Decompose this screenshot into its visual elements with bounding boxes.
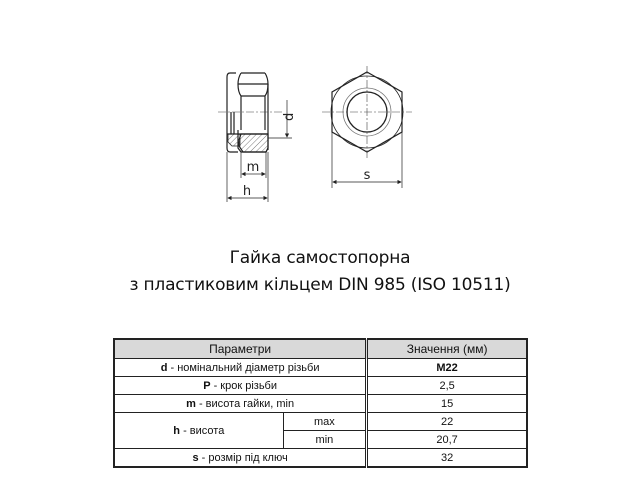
table-row <box>114 377 527 395</box>
dim-label-m: m <box>246 160 260 175</box>
param-desc: - крок різьби <box>210 379 278 392</box>
value-cell: 22 <box>367 413 527 431</box>
sub-label-cell: max <box>283 413 367 431</box>
value-cell <box>367 359 527 377</box>
spec-table <box>113 338 528 468</box>
param-cell <box>114 413 283 449</box>
title-line-2: з пластиковим кільцем DIN 985 (ISO 10511) <box>129 275 511 295</box>
param-cell <box>114 449 367 468</box>
header-parameters: Параметри <box>114 339 367 359</box>
table-row <box>114 449 527 468</box>
param-desc: - розмір під ключ <box>198 451 288 464</box>
table-row <box>114 359 527 377</box>
table-row <box>114 413 527 431</box>
value-cell: 20,7 <box>367 431 527 449</box>
title-line-1: Гайка самостопорна <box>229 248 411 268</box>
nut-technical-drawing <box>0 0 640 230</box>
param-cell <box>114 395 367 413</box>
sub-label-cell: min <box>283 431 367 449</box>
param-desc: - висота гайки, min <box>195 397 295 410</box>
param-desc: - номінальний діаметр різьби <box>167 361 320 374</box>
dim-label-d: d <box>282 112 297 121</box>
param-cell <box>114 377 367 395</box>
param-symbol: m <box>186 397 196 410</box>
value-cell: 32 <box>367 449 527 468</box>
table-row <box>114 395 527 413</box>
value-cell: 15 <box>367 395 527 413</box>
param-symbol: s <box>192 451 199 464</box>
param-symbol: d <box>160 361 168 374</box>
value-cell: 2,5 <box>367 377 527 395</box>
param-symbol: P <box>203 379 211 392</box>
param-desc: - висота <box>180 424 225 437</box>
dim-label-h: h <box>242 184 252 199</box>
header-values: Значення (мм) <box>367 339 527 359</box>
param-cell <box>114 359 367 377</box>
dim-label-s: s <box>363 168 371 183</box>
side-view <box>227 73 268 152</box>
param-symbol: h <box>173 424 181 437</box>
value-text: M22 <box>436 361 458 374</box>
table-header-row <box>114 339 527 359</box>
